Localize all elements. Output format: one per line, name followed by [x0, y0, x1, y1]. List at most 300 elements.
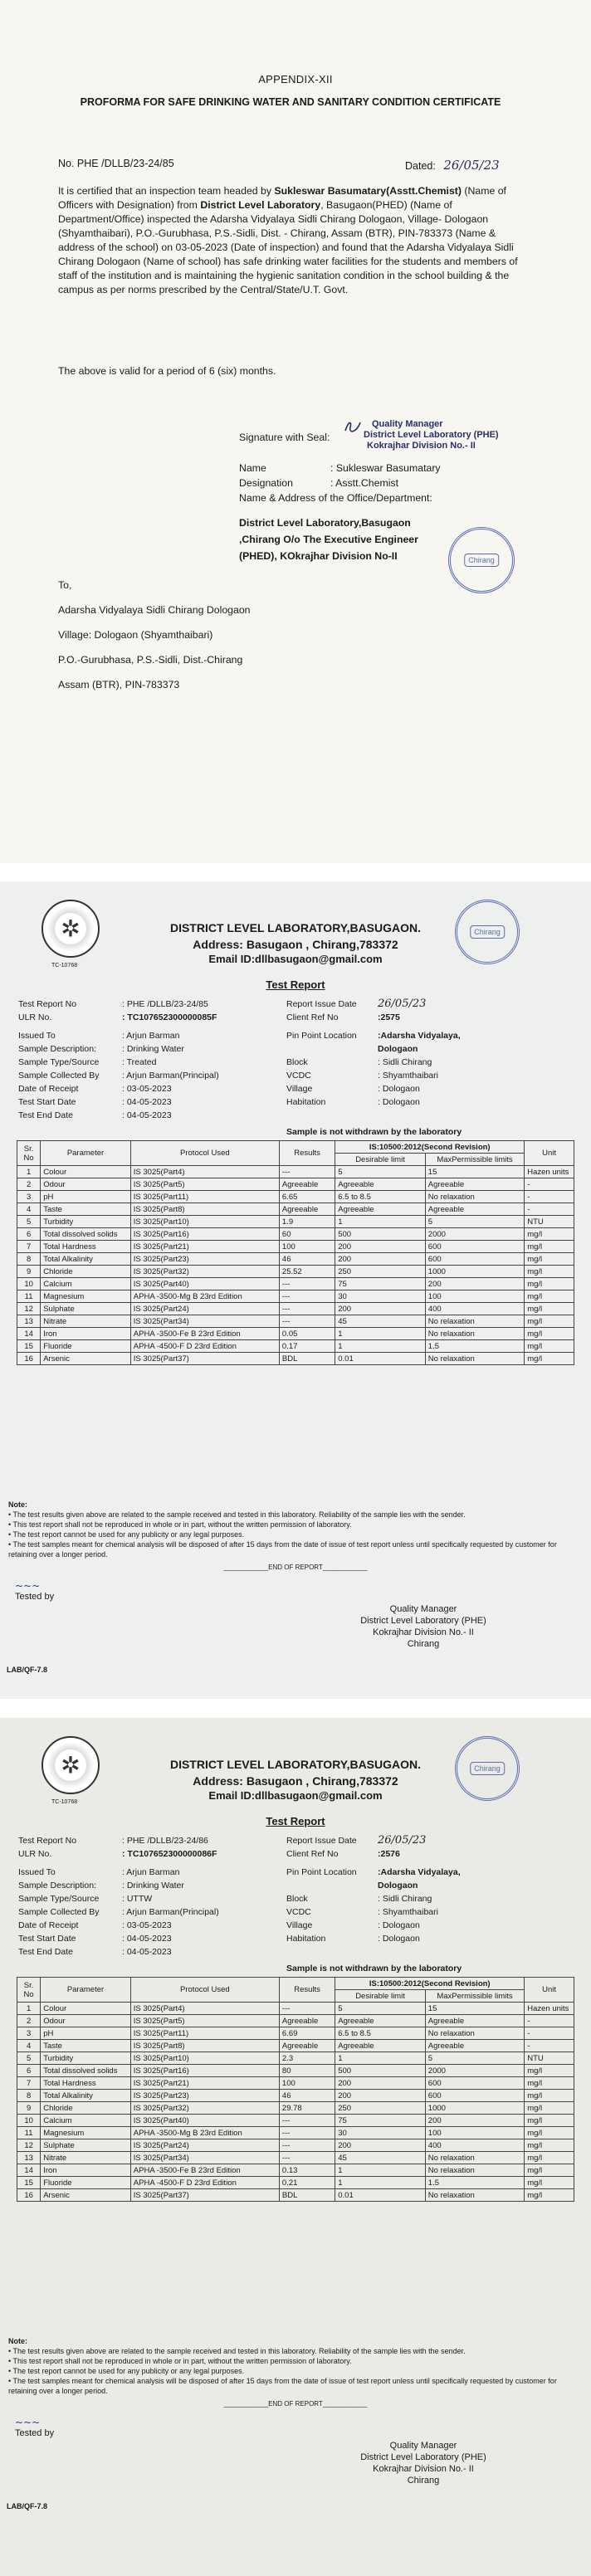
- cell-permissible: No relaxation: [425, 1353, 524, 1365]
- table-row: [17, 2090, 574, 2102]
- validity-text: The above is valid for a period of 6 (six) months.: [58, 365, 276, 377]
- sample-collected-by: : Arjun Barman(Principal): [122, 1071, 219, 1081]
- cell-unit: Hazen units: [525, 2003, 574, 2015]
- cell-unit: mg/l: [525, 2139, 574, 2152]
- cell-desirable: 6.5 to 8.5: [335, 1191, 426, 1203]
- cell-protocol: IS 3025(Part32): [130, 1266, 279, 1278]
- cell-param: pH: [41, 2027, 131, 2040]
- cell-param: Magnesium: [41, 2127, 131, 2139]
- table-row: [17, 2077, 574, 2090]
- cell-unit: mg/l: [525, 1253, 574, 1266]
- lab-email: Email ID:dllbasugaon@gmail.com: [208, 1789, 383, 1802]
- cell-protocol: APHA -3500-Mg B 23rd Edition: [130, 1290, 279, 1303]
- test-start-date: : 04-05-2023: [122, 1934, 172, 1944]
- signature-row: [239, 432, 330, 443]
- results-table: [17, 1977, 574, 2202]
- table-row: [17, 1228, 574, 1241]
- cell-protocol: APHA -4500-F D 23rd Edition: [130, 2177, 279, 2189]
- recipient-line-4: Assam (BTR), PIN-783373: [58, 679, 180, 690]
- notes: [8, 2336, 581, 2396]
- cell-param: Total dissolved solids: [41, 1228, 131, 1241]
- meta-label: Test Report No: [18, 999, 77, 1009]
- table-row: [17, 1340, 574, 1353]
- table-row: [17, 1266, 574, 1278]
- cell-unit: -: [525, 1178, 574, 1191]
- report-issue-date: 26/05/23: [378, 1834, 427, 1847]
- end-report-text: END OF REPORT: [268, 2400, 323, 2408]
- meta-label: Test Start Date: [18, 1934, 76, 1944]
- cell-desirable: 200: [335, 2077, 426, 2090]
- cell-permissible: No relaxation: [425, 1191, 524, 1203]
- cell-protocol: IS 3025(Part4): [130, 1166, 279, 1178]
- test-report-page-2: [0, 1718, 591, 2576]
- table-row: [17, 1166, 574, 1178]
- cell-sr: 14: [17, 2164, 41, 2177]
- cell-desirable: 0.01: [335, 1353, 426, 1365]
- cell-param: Magnesium: [41, 1290, 131, 1303]
- tested-by-label: Tested by: [15, 1592, 55, 1602]
- cell-permissible: 1.5: [425, 1340, 524, 1353]
- certificate-title: PROFORMA FOR SAFE DRINKING WATER AND SANITARY CONDITION CERTIFICATE: [80, 96, 501, 108]
- cell-unit: mg/l: [525, 2090, 574, 2102]
- meta-label: Date of Receipt: [18, 1920, 79, 1930]
- cell-permissible: 15: [425, 2003, 524, 2015]
- notes: [8, 1500, 581, 1559]
- table-row: [17, 2152, 574, 2164]
- cell-protocol: IS 3025(Part5): [130, 1178, 279, 1191]
- col-desirable: Desirable limit: [335, 1154, 426, 1166]
- cell-unit: NTU: [525, 2052, 574, 2065]
- meta-label: Pin Point Location: [286, 1031, 357, 1041]
- name-label: Name: [239, 462, 266, 474]
- meta-label: Habitation: [286, 1097, 326, 1107]
- cell-sr: 6: [17, 2065, 41, 2077]
- cell-sr: 1: [17, 2003, 41, 2015]
- cell-unit: mg/l: [525, 1315, 574, 1328]
- cell-protocol: IS 3025(Part40): [130, 1278, 279, 1290]
- habitation: : Dologaon: [378, 1934, 420, 1944]
- body-text: It is certified that an inspection team headed by: [58, 185, 272, 197]
- recipient-line-1: Adarsha Vidyalaya Sidli Chirang Dologaon: [58, 604, 251, 616]
- cell-result: Agreeable: [279, 1203, 335, 1216]
- cell-protocol: IS 3025(Part4): [130, 2003, 279, 2015]
- notes-title: Note:: [8, 1500, 27, 1509]
- cell-desirable: 45: [335, 1315, 426, 1328]
- table-row: [17, 1303, 574, 1315]
- note-item: • This test report shall not be reproduced in whole or in part, without the written permission of laboratory.: [8, 1520, 352, 1529]
- table-row: [17, 2164, 574, 2177]
- cell-protocol: IS 3025(Part32): [130, 2102, 279, 2115]
- cell-permissible: 1000: [425, 1266, 524, 1278]
- cell-result: Agreeable: [279, 2040, 335, 2052]
- note-item: • The test report cannot be used for any publicity or any legal purposes.: [8, 1530, 245, 1539]
- cell-permissible: 2000: [425, 1228, 524, 1241]
- cell-permissible: Agreeable: [425, 2040, 524, 2052]
- cell-desirable: 200: [335, 1253, 426, 1266]
- cell-unit: mg/l: [525, 2102, 574, 2115]
- cell-param: Taste: [41, 1203, 131, 1216]
- meta-label: ULR No.: [18, 1849, 52, 1859]
- cell-protocol: IS 3025(Part16): [130, 2065, 279, 2077]
- cell-result: ---: [279, 1278, 335, 1290]
- seal-center: Chirang: [470, 925, 505, 939]
- cell-permissible: 1000: [425, 2102, 524, 2115]
- cell-unit: mg/l: [525, 1266, 574, 1278]
- tester-signature: ~~~: [15, 1580, 41, 1592]
- sample-description: : Drinking Water: [122, 1044, 184, 1054]
- cell-permissible: No relaxation: [425, 2152, 524, 2164]
- cell-result: 0.13: [279, 2164, 335, 2177]
- cell-protocol: IS 3025(Part23): [130, 1253, 279, 1266]
- meta-label: Village: [286, 1084, 313, 1094]
- meta-label: Pin Point Location: [286, 1867, 357, 1877]
- cell-unit: mg/l: [525, 2152, 574, 2164]
- issued-to: : Arjun Barman: [122, 1867, 180, 1877]
- end-of-report: ____________END OF REPORT____________: [223, 1564, 368, 1571]
- table-row: [17, 1278, 574, 1290]
- cell-result: ---: [279, 2139, 335, 2152]
- cell-result: 6.69: [279, 2027, 335, 2040]
- cell-desirable: 200: [335, 1241, 426, 1253]
- cell-result: 100: [279, 1241, 335, 1253]
- note-text: The test samples meant for chemical analysis will be disposed of after 15 days from the date of issue of test report unless until specifically requested by customer for retaining over a longer period.: [8, 1540, 557, 1559]
- cell-unit: -: [525, 1191, 574, 1203]
- cell-sr: 16: [17, 2189, 41, 2202]
- cell-permissible: Agreeable: [425, 1203, 524, 1216]
- lab-email: Email ID:dllbasugaon@gmail.com: [208, 953, 383, 965]
- table-row: [17, 2177, 574, 2189]
- sample-collected-by: : Arjun Barman(Principal): [122, 1907, 219, 1917]
- cell-sr: 6: [17, 1228, 41, 1241]
- table-row: [17, 1328, 574, 1340]
- cell-result: ---: [279, 1315, 335, 1328]
- recipient-line-3: P.O.-Gurubhasa, P.S.-Sidli, Dist.-Chirang: [58, 654, 243, 666]
- cell-sr: 12: [17, 2139, 41, 2152]
- cell-result: 6.65: [279, 1191, 335, 1203]
- report-meta-right: [286, 1834, 469, 1945]
- note-text: The test results given above are related to the sample received and tested in this laboratory. Reliability of the sample lies with the sender.: [12, 1510, 466, 1519]
- lab-name: District Level Laboratory: [200, 199, 321, 211]
- meta-label: Sample Description:: [18, 1881, 96, 1891]
- cell-param: Total Hardness: [41, 1241, 131, 1253]
- table-row: [17, 1253, 574, 1266]
- cell-unit: mg/l: [525, 1241, 574, 1253]
- ulr-no: : TC107652300000086F: [122, 1849, 217, 1859]
- table-row: [17, 2027, 574, 2040]
- cell-protocol: IS 3025(Part37): [130, 1353, 279, 1365]
- col-protocol: Protocol Used: [130, 1978, 279, 2003]
- test-report-page-1: [0, 881, 591, 1699]
- cell-permissible: 2000: [425, 2065, 524, 2077]
- designation-row: [239, 477, 398, 489]
- cell-result: ---: [279, 1303, 335, 1315]
- sample-type: : Treated: [122, 1057, 157, 1067]
- table-row: [17, 2015, 574, 2027]
- village: : Dologaon: [378, 1920, 420, 1930]
- cell-protocol: IS 3025(Part37): [130, 2189, 279, 2202]
- cell-result: 1.9: [279, 1216, 335, 1228]
- not-withdrawn-note: Sample is not withdrawn by the laboratory: [286, 1127, 462, 1137]
- cell-desirable: 200: [335, 2090, 426, 2102]
- cell-result: 80: [279, 2065, 335, 2077]
- cell-permissible: 600: [425, 1241, 524, 1253]
- meta-label: Test Start Date: [18, 1097, 76, 1107]
- results-body: [17, 1166, 574, 1365]
- meta-label: VCDC: [286, 1907, 311, 1917]
- cell-protocol: IS 3025(Part10): [130, 1216, 279, 1228]
- cell-unit: mg/l: [525, 1353, 574, 1365]
- qm-division: Kokrajhar Division No.- II: [373, 2464, 474, 2474]
- designation-value: : Asstt.Chemist: [330, 477, 399, 489]
- cell-result: 46: [279, 1253, 335, 1266]
- page-gap: [0, 1699, 591, 1718]
- cell-desirable: 6.5 to 8.5: [335, 2027, 426, 2040]
- note-text: This test report shall not be reproduced in whole or in part, without the written permission of laboratory.: [12, 1520, 352, 1529]
- cell-protocol: IS 3025(Part16): [130, 1228, 279, 1241]
- cell-permissible: 1.5: [425, 2177, 524, 2189]
- cell-sr: 11: [17, 2127, 41, 2139]
- cell-protocol: APHA -3500-Fe B 23rd Edition: [130, 1328, 279, 1340]
- col-standard: IS:10500:2012(Second Revision): [335, 1978, 525, 1990]
- cell-protocol: IS 3025(Part21): [130, 1241, 279, 1253]
- cell-protocol: IS 3025(Part10): [130, 2052, 279, 2065]
- test-end-date: : 04-05-2023: [122, 1947, 172, 1957]
- cell-permissible: 200: [425, 1278, 524, 1290]
- col-unit: Unit: [525, 1978, 574, 2003]
- cell-sr: 13: [17, 1315, 41, 1328]
- meta-label: Habitation: [286, 1934, 326, 1944]
- meta-label: Date of Receipt: [18, 1084, 79, 1094]
- meta-label: Issued To: [18, 1867, 56, 1877]
- cell-desirable: 1: [335, 2177, 426, 2189]
- cell-param: Chloride: [41, 1266, 131, 1278]
- cell-sr: 13: [17, 2152, 41, 2164]
- cell-protocol: IS 3025(Part8): [130, 2040, 279, 2052]
- meta-label: Test End Date: [18, 1110, 73, 1120]
- table-row: [17, 1178, 574, 1191]
- block: : Sidli Chirang: [378, 1894, 432, 1904]
- cell-protocol: IS 3025(Part24): [130, 2139, 279, 2152]
- table-row: [17, 2040, 574, 2052]
- reference-number: No. PHE /DLLB/23-24/85: [58, 158, 174, 169]
- note-text: The test results given above are related to the sample received and tested in this laboratory. Reliability of the sample lies with the sender.: [12, 2347, 466, 2355]
- cell-protocol: IS 3025(Part34): [130, 2152, 279, 2164]
- cell-protocol: IS 3025(Part34): [130, 1315, 279, 1328]
- col-results: Results: [279, 1978, 335, 2003]
- stamp-line-2: District Level Laboratory (PHE): [364, 430, 499, 440]
- cell-permissible: 5: [425, 2052, 524, 2065]
- cell-protocol: IS 3025(Part23): [130, 2090, 279, 2102]
- qm-title: Quality Manager: [389, 2441, 457, 2451]
- note-text: This test report shall not be reproduced in whole or in part, without the written permission of laboratory.: [12, 2357, 352, 2365]
- cell-permissible: 600: [425, 2090, 524, 2102]
- table-row: [17, 2102, 574, 2115]
- table-row: [17, 1203, 574, 1216]
- cell-sr: 7: [17, 1241, 41, 1253]
- cell-sr: 1: [17, 1166, 41, 1178]
- qm-lab: District Level Laboratory (PHE): [360, 2452, 486, 2462]
- cell-result: 60: [279, 1228, 335, 1241]
- cell-protocol: IS 3025(Part5): [130, 2015, 279, 2027]
- report-meta-right: [286, 998, 469, 1109]
- meta-label: Issued To: [18, 1031, 56, 1041]
- cell-desirable: 0.01: [335, 2189, 426, 2202]
- cell-unit: mg/l: [525, 1228, 574, 1241]
- cell-desirable: Agreeable: [335, 1203, 426, 1216]
- tester-signature: ~~~: [15, 2417, 41, 2428]
- cell-desirable: 30: [335, 1290, 426, 1303]
- cell-unit: -: [525, 2027, 574, 2040]
- cell-permissible: No relaxation: [425, 2164, 524, 2177]
- table-row: [17, 2127, 574, 2139]
- cell-desirable: 75: [335, 1278, 426, 1290]
- meta-label: Sample Collected By: [18, 1071, 100, 1081]
- lab-address: Address: Basugaon , Chirang,783372: [193, 938, 398, 951]
- recipient-block: [58, 573, 251, 697]
- certificate-body: [58, 184, 531, 297]
- tested-by: [15, 1580, 54, 1602]
- cell-desirable: 5: [335, 1166, 426, 1178]
- body-text: (Name of Officers with Designation) from: [58, 185, 506, 211]
- report-meta-left: [18, 1834, 219, 1959]
- cell-protocol: IS 3025(Part40): [130, 2115, 279, 2127]
- cell-protocol: APHA -4500-F D 23rd Edition: [130, 1340, 279, 1353]
- cell-unit: mg/l: [525, 2127, 574, 2139]
- cell-result: BDL: [279, 1353, 335, 1365]
- client-ref-no: :2575: [378, 1012, 400, 1022]
- cell-result: 2.3: [279, 2052, 335, 2065]
- cell-sr: 3: [17, 2027, 41, 2040]
- vcdc: : Shyamthaibari: [378, 1907, 438, 1917]
- cell-permissible: 600: [425, 2077, 524, 2090]
- note-text: The test report cannot be used for any publicity or any legal purposes.: [12, 1530, 245, 1539]
- cell-sr: 5: [17, 1216, 41, 1228]
- meta-label: Sample Type/Source: [18, 1894, 100, 1904]
- cell-unit: mg/l: [525, 2189, 574, 2202]
- cell-unit: NTU: [525, 1216, 574, 1228]
- cell-param: Arsenic: [41, 1353, 131, 1365]
- form-number: LAB/QF-7.8: [7, 2502, 48, 2510]
- cell-desirable: 500: [335, 2065, 426, 2077]
- cell-result: ---: [279, 2152, 335, 2164]
- cell-param: Odour: [41, 2015, 131, 2027]
- cell-protocol: APHA -3500-Fe B 23rd Edition: [130, 2164, 279, 2177]
- meta-label: Sample Collected By: [18, 1907, 100, 1917]
- table-row: [17, 1216, 574, 1228]
- cell-param: pH: [41, 1191, 131, 1203]
- test-report-no: : PHE /DLLB/23-24/86: [122, 1836, 208, 1846]
- cell-param: Calcium: [41, 1278, 131, 1290]
- qm-district: Chirang: [407, 1639, 440, 1649]
- cell-sr: 16: [17, 1353, 41, 1365]
- cell-sr: 15: [17, 2177, 41, 2189]
- meta-label: ULR No.: [18, 1012, 52, 1022]
- cell-desirable: 500: [335, 1228, 426, 1241]
- cell-desirable: Agreeable: [335, 1178, 426, 1191]
- meta-label: Sample Type/Source: [18, 1057, 100, 1067]
- cell-unit: mg/l: [525, 2164, 574, 2177]
- notes-title: Note:: [8, 2337, 27, 2345]
- sample-type: : UTTW: [122, 1894, 153, 1904]
- cell-desirable: 250: [335, 2102, 426, 2115]
- col-permissible: MaxPermissible limits: [425, 1154, 524, 1166]
- lab-address: Address: Basugaon , Chirang,783372: [193, 1774, 398, 1788]
- cell-param: Total Alkalinity: [41, 1253, 131, 1266]
- seal-center: Chirang: [464, 554, 499, 567]
- cell-permissible: Agreeable: [425, 1178, 524, 1191]
- note-text: The test samples meant for chemical analysis will be disposed of after 15 days from the date of issue of test report unless until specifically requested by customer for retaining over a longer period.: [8, 2377, 557, 2395]
- cell-param: Turbidity: [41, 2052, 131, 2065]
- meta-label: Client Ref No: [286, 1012, 339, 1022]
- quality-manager-block: [328, 1603, 519, 1650]
- cell-result: 0.21: [279, 2177, 335, 2189]
- cell-sr: 2: [17, 1178, 41, 1191]
- inspection-head: Sukleswar Basumatary(Asstt.Chemist): [274, 185, 462, 197]
- lab-name: DISTRICT LEVEL LABORATORY,BASUGAON.: [169, 1758, 422, 1771]
- cell-param: Total dissolved solids: [41, 2065, 131, 2077]
- cell-permissible: Agreeable: [425, 2015, 524, 2027]
- cell-sr: 8: [17, 1253, 41, 1266]
- test-start-date: : 04-05-2023: [122, 1097, 172, 1107]
- cell-desirable: 1: [335, 1340, 426, 1353]
- table-row: [17, 1290, 574, 1303]
- cell-param: Sulphate: [41, 2139, 131, 2152]
- cell-sr: 4: [17, 2040, 41, 2052]
- cell-unit: mg/l: [525, 1278, 574, 1290]
- meta-label: VCDC: [286, 1071, 311, 1081]
- cell-desirable: 30: [335, 2127, 426, 2139]
- cell-sr: 12: [17, 1303, 41, 1315]
- meta-label: Sample Description:: [18, 1044, 96, 1054]
- tc-number: TC-10768: [51, 963, 78, 968]
- dated-value: 26/05/23: [443, 158, 500, 173]
- cell-permissible: 400: [425, 2139, 524, 2152]
- office-address: District Level Laboratory,Basugaon ,Chirang O/o The Executive Engineer (PHED), KOkrajhar Division No-II: [239, 517, 418, 562]
- meta-label: Block: [286, 1057, 308, 1067]
- note-text: The test report cannot be used for any publicity or any legal purposes.: [12, 2367, 245, 2375]
- tested-by: [15, 2417, 54, 2438]
- emblem-icon: ✲: [61, 1752, 81, 1778]
- cell-param: Arsenic: [41, 2189, 131, 2202]
- meta-label: Block: [286, 1894, 308, 1904]
- office-address-label: Name & Address of the Office/Department:: [239, 492, 432, 504]
- cell-param: Total Alkalinity: [41, 2090, 131, 2102]
- cell-permissible: No relaxation: [425, 1328, 524, 1340]
- cell-desirable: 1: [335, 2052, 426, 2065]
- cell-param: Calcium: [41, 2115, 131, 2127]
- report-heading: Test Report: [266, 978, 325, 991]
- qm-title: Quality Manager: [389, 1604, 457, 1614]
- cell-sr: 9: [17, 1266, 41, 1278]
- seal-center: Chirang: [470, 1762, 505, 1775]
- cell-sr: 10: [17, 1278, 41, 1290]
- col-sr: Sr. No: [17, 1978, 41, 2003]
- cell-param: Iron: [41, 1328, 131, 1340]
- note-item: • The test samples meant for chemical analysis will be disposed of after 15 days from the date of issue of test report unless until specifically requested by customer for retaining over a longer period.: [8, 1540, 557, 1559]
- meta-label: Village: [286, 1920, 313, 1930]
- pin-point-location: :Adarsha Vidyalaya, Dologaon: [378, 1867, 461, 1891]
- note-item: • The test samples meant for chemical analysis will be disposed of after 15 days from the date of issue of test report unless until specifically requested by customer for retaining over a longer period.: [8, 2377, 557, 2395]
- cell-result: ---: [279, 1166, 335, 1178]
- appendix-label: APPENDIX-XII: [258, 73, 333, 85]
- cell-sr: 14: [17, 1328, 41, 1340]
- cell-sr: 5: [17, 2052, 41, 2065]
- test-report-no: : PHE /DLLB/23-24/85: [122, 999, 208, 1009]
- cell-protocol: APHA -3500-Mg B 23rd Edition: [130, 2127, 279, 2139]
- qm-district: Chirang: [407, 2476, 440, 2486]
- emblem-icon: ✲: [61, 915, 81, 942]
- cell-unit: mg/l: [525, 2177, 574, 2189]
